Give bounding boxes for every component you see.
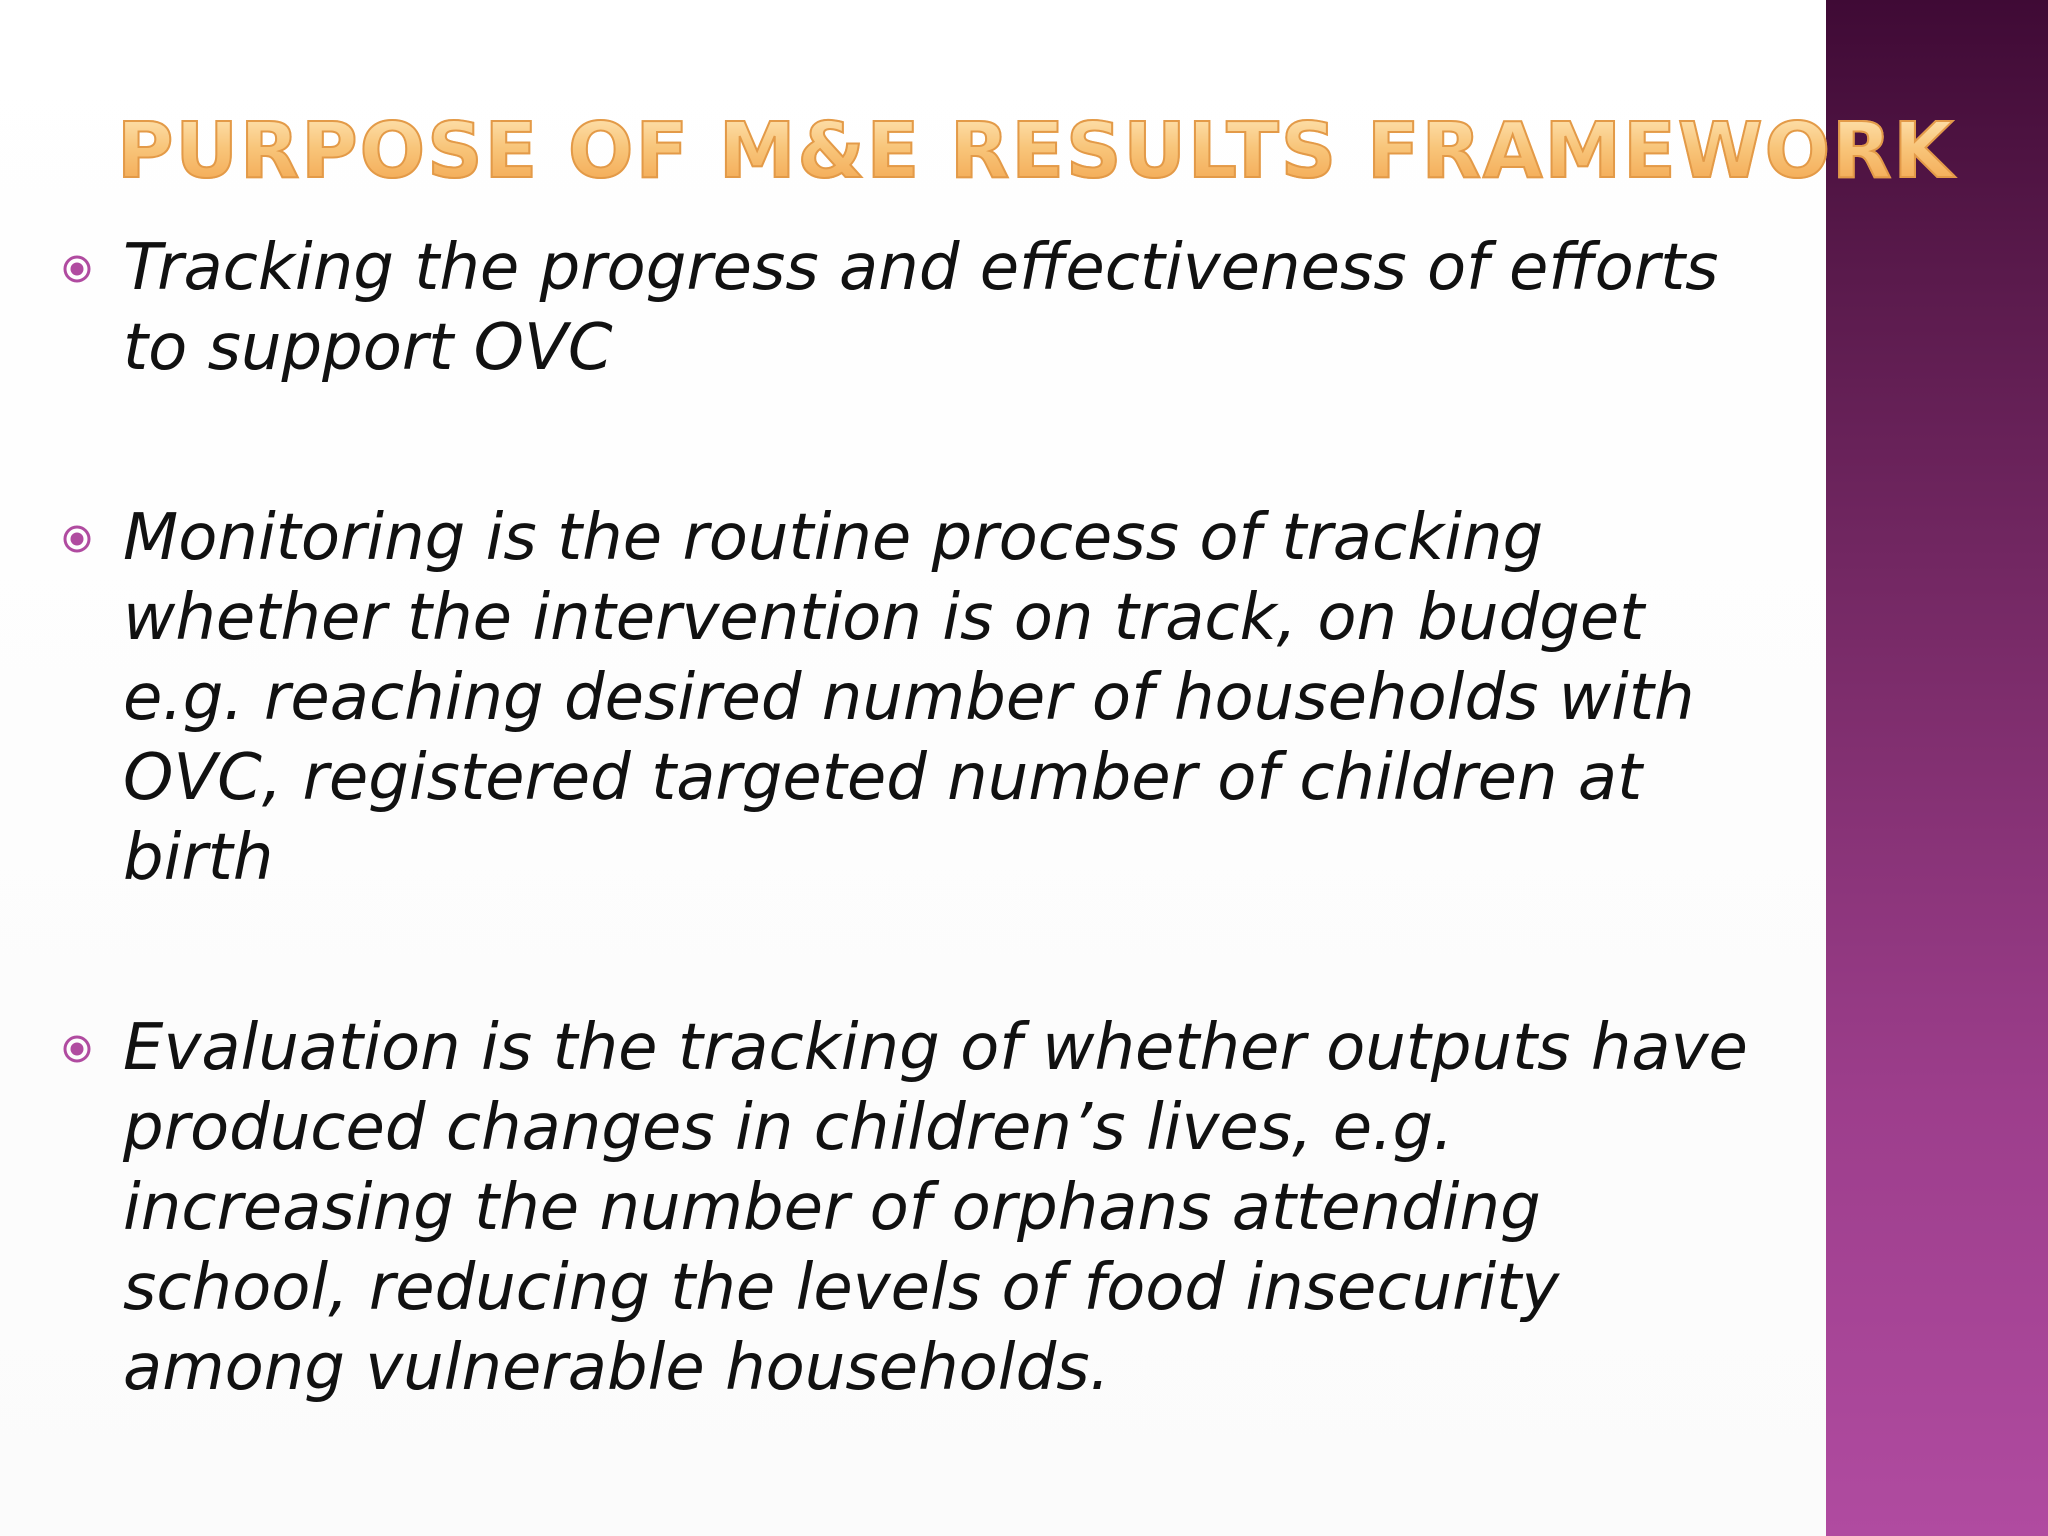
bullet-item-tracking: [60, 228, 1780, 388]
bullet-text: Monitoring is the routine process of tracking whether the intervention is on track, on budget e.g. reaching desired number of households with OVC, registered targeted number of children at birth: [123, 501, 1695, 895]
bullet-text: Evaluation is the tracking of whether outputs have produced changes in children’s lives, e.g. increasing the number of orphans attending school, reducing the levels of food insecurity among vulnerable households.: [123, 1011, 1748, 1405]
bullet-list: [60, 228, 1780, 1408]
circle-dot-icon: [62, 1034, 92, 1064]
circle-dot-icon: [62, 524, 92, 554]
bullet-item-evaluation: [60, 1008, 1780, 1408]
bullet-item-monitoring: [60, 498, 1780, 898]
bullet-text: Tracking the progress and effectiveness of efforts to support OVC: [123, 231, 1719, 385]
circle-dot-icon: [62, 254, 92, 284]
slide-title: PURPOSE OF M&E RESULTS FRAMEWORK: [117, 107, 1956, 196]
decorative-side-bar: [1826, 0, 2048, 1536]
